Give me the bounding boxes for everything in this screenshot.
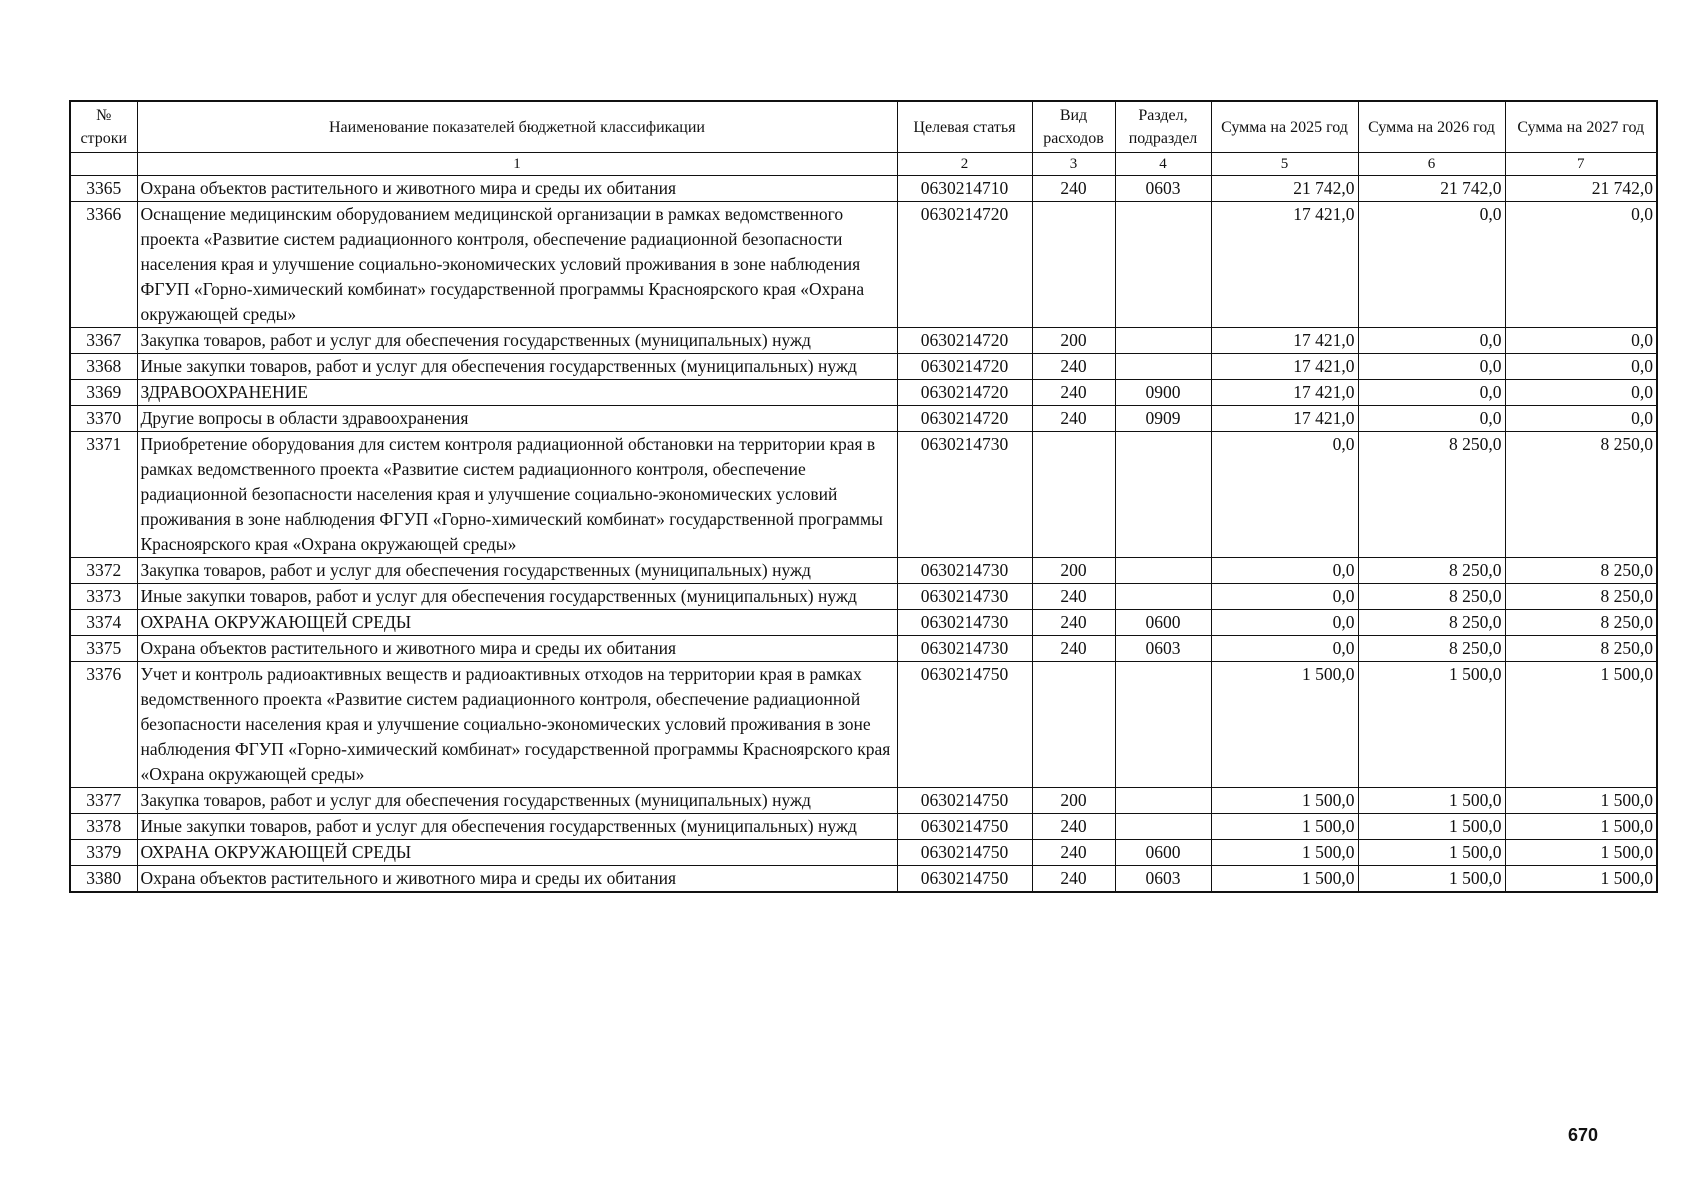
table-row <box>70 840 1657 866</box>
row-expense-type <box>1032 662 1115 788</box>
row-number: 3368 <box>70 354 137 380</box>
row-section: 0909 <box>1115 406 1211 432</box>
page-number: 670 <box>1568 1125 1599 1145</box>
row-target-article: 0630214730 <box>897 558 1032 584</box>
row-expense-type: 240 <box>1032 840 1115 866</box>
row-name: Учет и контроль радиоактивных веществ и радиоактивных отходов на территории края в рамках ведомственного проекта «Развитие систем радиационного контроля, обеспечение радиационной безопасности населения края и улучшение социально-экономических условий проживания в зоне наблюдения ФГУП «Горно-химический комбинат» государственной программы Красноярского края «Охрана окружающей среды» <box>137 662 897 788</box>
header-sum-2025: Сумма на 2025 год <box>1211 101 1358 153</box>
row-sum-2025: 17 421,0 <box>1211 328 1358 354</box>
row-sum-2025: 1 500,0 <box>1211 840 1358 866</box>
row-sum-2027: 8 250,0 <box>1505 558 1657 584</box>
row-sum-2026: 0,0 <box>1358 328 1505 354</box>
row-number: 3371 <box>70 432 137 558</box>
row-sum-2027: 1 500,0 <box>1505 788 1657 814</box>
row-sum-2026: 1 500,0 <box>1358 840 1505 866</box>
column-number: 7 <box>1505 153 1657 176</box>
row-name: Закупка товаров, работ и услуг для обеспечения государственных (муниципальных) нужд <box>137 558 897 584</box>
table-row <box>70 866 1657 893</box>
row-sum-2027: 0,0 <box>1505 406 1657 432</box>
row-target-article: 0630214730 <box>897 610 1032 636</box>
table-row <box>70 610 1657 636</box>
table-row <box>70 584 1657 610</box>
row-sum-2026: 0,0 <box>1358 380 1505 406</box>
header-code: Целевая статья <box>897 101 1032 153</box>
row-number: 3374 <box>70 610 137 636</box>
row-sum-2027: 0,0 <box>1505 380 1657 406</box>
row-expense-type: 240 <box>1032 814 1115 840</box>
table-row <box>70 406 1657 432</box>
table-row <box>70 558 1657 584</box>
column-number: 1 <box>137 153 897 176</box>
column-number: 5 <box>1211 153 1358 176</box>
row-number: 3376 <box>70 662 137 788</box>
row-target-article: 0630214750 <box>897 662 1032 788</box>
column-number: 4 <box>1115 153 1211 176</box>
header-num: № строки <box>70 101 137 153</box>
column-number: 6 <box>1358 153 1505 176</box>
row-sum-2027: 21 742,0 <box>1505 176 1657 202</box>
column-number-row <box>70 153 1657 176</box>
row-target-article: 0630214730 <box>897 432 1032 558</box>
row-number: 3379 <box>70 840 137 866</box>
table-row <box>70 354 1657 380</box>
row-sum-2026: 1 500,0 <box>1358 814 1505 840</box>
row-expense-type: 240 <box>1032 584 1115 610</box>
row-sum-2025: 17 421,0 <box>1211 354 1358 380</box>
row-sum-2025: 1 500,0 <box>1211 814 1358 840</box>
row-number: 3372 <box>70 558 137 584</box>
row-name: Приобретение оборудования для систем контроля радиационной обстановки на территории края в рамках ведомственного проекта «Развитие систем радиационного контроля, обеспечение радиационной безопасности населения края и улучшение социально-экономических условий проживания в зоне наблюдения ФГУП «Горно-химический комбинат» государственной программы Красноярского края «Охрана окружающей среды» <box>137 432 897 558</box>
row-sum-2025: 0,0 <box>1211 432 1358 558</box>
table-row <box>70 662 1657 788</box>
row-section <box>1115 788 1211 814</box>
row-number: 3367 <box>70 328 137 354</box>
row-sum-2027: 1 500,0 <box>1505 866 1657 893</box>
row-target-article: 0630214710 <box>897 176 1032 202</box>
row-sum-2025: 0,0 <box>1211 636 1358 662</box>
row-number: 3378 <box>70 814 137 840</box>
row-section <box>1115 328 1211 354</box>
table-row <box>70 814 1657 840</box>
row-sum-2027: 8 250,0 <box>1505 432 1657 558</box>
row-section: 0603 <box>1115 636 1211 662</box>
row-sum-2026: 8 250,0 <box>1358 558 1505 584</box>
column-number-blank <box>70 153 137 176</box>
row-target-article: 0630214730 <box>897 584 1032 610</box>
row-number: 3375 <box>70 636 137 662</box>
row-number: 3370 <box>70 406 137 432</box>
row-name: Закупка товаров, работ и услуг для обеспечения государственных (муниципальных) нужд <box>137 328 897 354</box>
row-sum-2026: 21 742,0 <box>1358 176 1505 202</box>
row-sum-2026: 0,0 <box>1358 202 1505 328</box>
row-section <box>1115 662 1211 788</box>
row-sum-2026: 8 250,0 <box>1358 636 1505 662</box>
row-sum-2027: 8 250,0 <box>1505 610 1657 636</box>
row-expense-type <box>1032 432 1115 558</box>
row-name: Охрана объектов растительного и животного мира и среды их обитания <box>137 636 897 662</box>
row-target-article: 0630214750 <box>897 866 1032 893</box>
row-name: Другие вопросы в области здравоохранения <box>137 406 897 432</box>
row-sum-2025: 1 500,0 <box>1211 788 1358 814</box>
row-target-article: 0630214720 <box>897 380 1032 406</box>
table-row <box>70 176 1657 202</box>
row-name: Оснащение медицинским оборудованием медицинской организации в рамках ведомственного проекта «Развитие систем радиационного контроля, обеспечение радиационной безопасности населения края и улучшение социально-экономических условий проживания в зоне наблюдения ФГУП «Горно-химический комбинат» государственной программы Красноярского края «Охрана окружающей среды» <box>137 202 897 328</box>
table-row <box>70 788 1657 814</box>
row-sum-2027: 1 500,0 <box>1505 662 1657 788</box>
row-target-article: 0630214750 <box>897 814 1032 840</box>
row-section <box>1115 584 1211 610</box>
table-body <box>70 176 1657 893</box>
row-sum-2025: 0,0 <box>1211 610 1358 636</box>
row-number: 3365 <box>70 176 137 202</box>
row-sum-2027: 0,0 <box>1505 354 1657 380</box>
row-sum-2026: 1 500,0 <box>1358 866 1505 893</box>
row-section: 0600 <box>1115 840 1211 866</box>
budget-table <box>69 100 1658 893</box>
row-section <box>1115 814 1211 840</box>
row-number: 3366 <box>70 202 137 328</box>
row-name: Охрана объектов растительного и животного мира и среды их обитания <box>137 176 897 202</box>
row-section <box>1115 202 1211 328</box>
row-sum-2027: 8 250,0 <box>1505 584 1657 610</box>
table-row <box>70 636 1657 662</box>
row-sum-2025: 1 500,0 <box>1211 662 1358 788</box>
row-sum-2027: 1 500,0 <box>1505 814 1657 840</box>
row-sum-2026: 0,0 <box>1358 354 1505 380</box>
row-expense-type: 240 <box>1032 354 1115 380</box>
row-sum-2026: 1 500,0 <box>1358 788 1505 814</box>
row-name: ОХРАНА ОКРУЖАЮЩЕЙ СРЕДЫ <box>137 610 897 636</box>
row-expense-type: 240 <box>1032 380 1115 406</box>
row-expense-type <box>1032 202 1115 328</box>
row-expense-type: 240 <box>1032 176 1115 202</box>
column-number: 3 <box>1032 153 1115 176</box>
row-sum-2025: 0,0 <box>1211 558 1358 584</box>
row-sum-2026: 8 250,0 <box>1358 610 1505 636</box>
row-expense-type: 240 <box>1032 866 1115 893</box>
row-sum-2027: 0,0 <box>1505 202 1657 328</box>
row-sum-2025: 1 500,0 <box>1211 866 1358 893</box>
row-expense-type: 240 <box>1032 406 1115 432</box>
row-expense-type: 200 <box>1032 328 1115 354</box>
row-target-article: 0630214750 <box>897 788 1032 814</box>
row-name: ЗДРАВООХРАНЕНИЕ <box>137 380 897 406</box>
table-row <box>70 328 1657 354</box>
row-expense-type: 200 <box>1032 558 1115 584</box>
row-target-article: 0630214720 <box>897 328 1032 354</box>
header-sum-2026: Сумма на 2026 год <box>1358 101 1505 153</box>
row-number: 3373 <box>70 584 137 610</box>
row-name: Закупка товаров, работ и услуг для обеспечения государственных (муниципальных) нужд <box>137 788 897 814</box>
row-expense-type: 200 <box>1032 788 1115 814</box>
row-expense-type: 240 <box>1032 636 1115 662</box>
row-target-article: 0630214720 <box>897 354 1032 380</box>
row-sum-2025: 17 421,0 <box>1211 380 1358 406</box>
row-target-article: 0630214720 <box>897 406 1032 432</box>
row-section: 0603 <box>1115 176 1211 202</box>
row-sum-2026: 8 250,0 <box>1358 432 1505 558</box>
table-row <box>70 432 1657 558</box>
row-target-article: 0630214750 <box>897 840 1032 866</box>
header-sum-2027: Сумма на 2027 год <box>1505 101 1657 153</box>
row-sum-2025: 21 742,0 <box>1211 176 1358 202</box>
row-sum-2027: 1 500,0 <box>1505 840 1657 866</box>
row-sum-2026: 0,0 <box>1358 406 1505 432</box>
row-sum-2026: 8 250,0 <box>1358 584 1505 610</box>
row-section: 0600 <box>1115 610 1211 636</box>
row-number: 3380 <box>70 866 137 893</box>
row-sum-2025: 0,0 <box>1211 584 1358 610</box>
header-section: Раздел, подраздел <box>1115 101 1211 153</box>
row-name: Иные закупки товаров, работ и услуг для обеспечения государственных (муниципальных) нужд <box>137 814 897 840</box>
table-header <box>70 101 1657 176</box>
row-sum-2026: 1 500,0 <box>1358 662 1505 788</box>
row-target-article: 0630214730 <box>897 636 1032 662</box>
row-sum-2027: 8 250,0 <box>1505 636 1657 662</box>
row-section <box>1115 354 1211 380</box>
row-name: Иные закупки товаров, работ и услуг для обеспечения государственных (муниципальных) нужд <box>137 354 897 380</box>
header-type: Вид расходов <box>1032 101 1115 153</box>
header-name: Наименование показателей бюджетной классификации <box>137 101 897 153</box>
header-row <box>70 101 1657 153</box>
row-sum-2025: 17 421,0 <box>1211 406 1358 432</box>
row-name: ОХРАНА ОКРУЖАЮЩЕЙ СРЕДЫ <box>137 840 897 866</box>
row-expense-type: 240 <box>1032 610 1115 636</box>
row-sum-2027: 0,0 <box>1505 328 1657 354</box>
table-row <box>70 380 1657 406</box>
row-number: 3377 <box>70 788 137 814</box>
table-row <box>70 202 1657 328</box>
row-section: 0603 <box>1115 866 1211 893</box>
column-number: 2 <box>897 153 1032 176</box>
row-target-article: 0630214720 <box>897 202 1032 328</box>
row-name: Иные закупки товаров, работ и услуг для обеспечения государственных (муниципальных) нужд <box>137 584 897 610</box>
row-section <box>1115 558 1211 584</box>
row-sum-2025: 17 421,0 <box>1211 202 1358 328</box>
row-number: 3369 <box>70 380 137 406</box>
row-section: 0900 <box>1115 380 1211 406</box>
row-section <box>1115 432 1211 558</box>
row-name: Охрана объектов растительного и животного мира и среды их обитания <box>137 866 897 893</box>
